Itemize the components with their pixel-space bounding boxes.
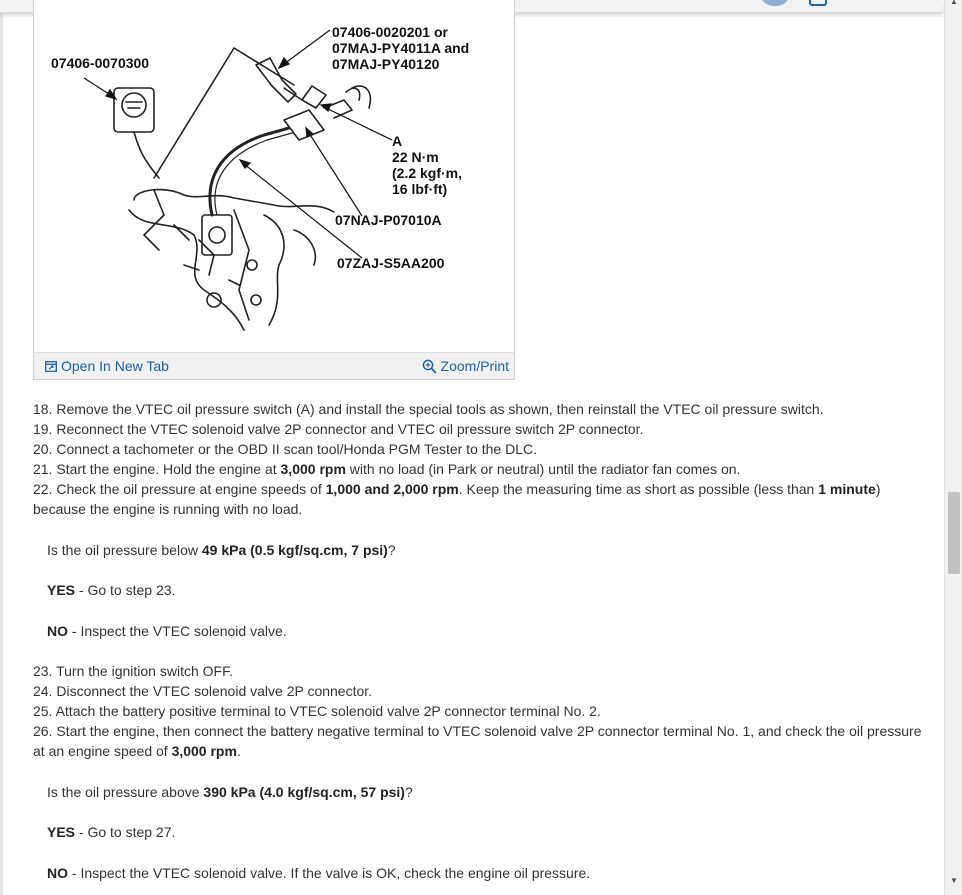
zoom-print-link[interactable] xyxy=(422,358,509,374)
step-23: 23. Turn the ignition switch OFF. xyxy=(33,663,233,679)
step-22 xyxy=(33,479,933,519)
step-22-rpm: 1,000 and 2,000 rpm xyxy=(325,481,459,497)
step-22-text-mid: . Keep the measuring time as short as possible (less than xyxy=(458,481,819,497)
page-left-edge xyxy=(0,0,3,895)
step-22-text-end: ) because the engine is running with no load. xyxy=(33,481,881,517)
answer-yes-1 xyxy=(33,580,933,600)
figure-footer xyxy=(34,352,514,379)
step-21-rpm: 3,000 rpm xyxy=(280,461,346,477)
label-adapter-line3: 07MAJ-PY40120 xyxy=(332,56,440,72)
zoom-icon xyxy=(422,359,437,374)
step-26-text: 26. Start the engine, then connect the battery negative terminal to VTEC solenoid valve 2P connector terminal No. 1, and check the oil pressure at an engine speed of xyxy=(33,723,922,759)
scrollbar-thumb[interactable] xyxy=(948,492,960,574)
step-21-text: 21. Start the engine. Hold the engine at xyxy=(33,461,281,477)
label-torque-line3: 16 lbf·ft) xyxy=(392,181,448,197)
step-20: 20. Connect a tachometer or the OBD II scan tool/Honda PGM Tester to the DLC. xyxy=(33,441,537,457)
answer-no-2 xyxy=(33,863,933,883)
label-torque-line2: (2.2 kgf·m, xyxy=(392,165,463,181)
label-gauge-tool: 07406-0070300 xyxy=(51,55,150,71)
user-avatar[interactable] xyxy=(761,0,789,6)
scroll-down-icon[interactable]: ▼ xyxy=(950,876,958,885)
step-25: 25. Attach the battery positive terminal to VTEC solenoid valve 2P connector terminal No. 2. xyxy=(33,703,601,719)
vertical-scrollbar[interactable] xyxy=(944,0,962,895)
question-1-mark: ? xyxy=(387,541,396,558)
question-1-text: Is the oil pressure below xyxy=(47,541,202,558)
zoom-print-label: Zoom/Print xyxy=(440,358,509,374)
step-21 xyxy=(33,459,933,479)
chat-icon[interactable] xyxy=(808,0,830,8)
question-2 xyxy=(33,782,933,802)
step-19: 19. Reconnect the VTEC solenoid valve 2P connector and VTEC oil pressure switch 2P connector. xyxy=(33,421,644,437)
answer-yes-1-text: - Go to step 23. xyxy=(75,582,176,598)
answer-yes-2 xyxy=(33,822,933,842)
answer-no-1 xyxy=(33,621,933,641)
label-torque-line1: 22 N·m xyxy=(392,149,439,165)
step-26 xyxy=(33,721,933,761)
step-18: 18. Remove the VTEC oil pressure switch (A) and install the special tools as shown, then reinstall the VTEC oil pressure switch. xyxy=(33,401,824,417)
step-22-time: 1 minute xyxy=(818,481,876,497)
oil-pressure-tool-diagram xyxy=(34,0,514,352)
scroll-up-icon[interactable]: ▲ xyxy=(950,0,958,6)
question-2-value: 390 kPa (4.0 kgf/sq.cm, 57 psi) xyxy=(203,783,405,800)
open-in-new-tab-link[interactable] xyxy=(45,358,169,374)
label-adapter-line2: 07MAJ-PY4011A and xyxy=(332,40,470,56)
answer-yes-1-label: YES xyxy=(47,582,76,598)
label-hose-tool: 07NAJ-P07010A xyxy=(335,212,442,228)
procedure-figure xyxy=(33,0,515,380)
question-2-text: Is the oil pressure above xyxy=(47,783,204,800)
answer-no-2-text: - Inspect the VTEC solenoid valve. If the valve is OK, check the engine oil pressure. xyxy=(68,864,591,881)
label-fitting-tool: 07ZAJ-S5AA200 xyxy=(337,255,445,271)
answer-no-1-text: - Inspect the VTEC solenoid valve. xyxy=(68,622,287,639)
procedure-steps xyxy=(33,399,933,883)
answer-yes-2-label: YES xyxy=(47,824,76,840)
label-adapter-line1: 07406-0020201 or xyxy=(332,24,448,40)
new-tab-icon xyxy=(45,361,57,372)
step-26-text-end: . xyxy=(236,743,241,759)
question-2-mark: ? xyxy=(404,783,413,800)
question-1 xyxy=(33,540,933,560)
step-21-text-end: with no load (in Park or neutral) until the radiator fan comes on. xyxy=(345,461,741,477)
open-in-new-tab-label: Open In New Tab xyxy=(61,358,169,374)
step-22-text: 22. Check the oil pressure at engine speeds of xyxy=(33,481,326,497)
answer-no-1-label: NO xyxy=(47,622,68,639)
step-24: 24. Disconnect the VTEC solenoid valve 2P connector. xyxy=(33,683,373,699)
question-1-value: 49 kPa (0.5 kgf/sq.cm, 7 psi) xyxy=(201,541,388,558)
answer-no-2-label: NO xyxy=(47,864,68,881)
label-callout-a: A xyxy=(392,133,403,149)
step-26-rpm: 3,000 rpm xyxy=(171,743,237,759)
answer-yes-2-text: - Go to step 27. xyxy=(75,824,176,840)
